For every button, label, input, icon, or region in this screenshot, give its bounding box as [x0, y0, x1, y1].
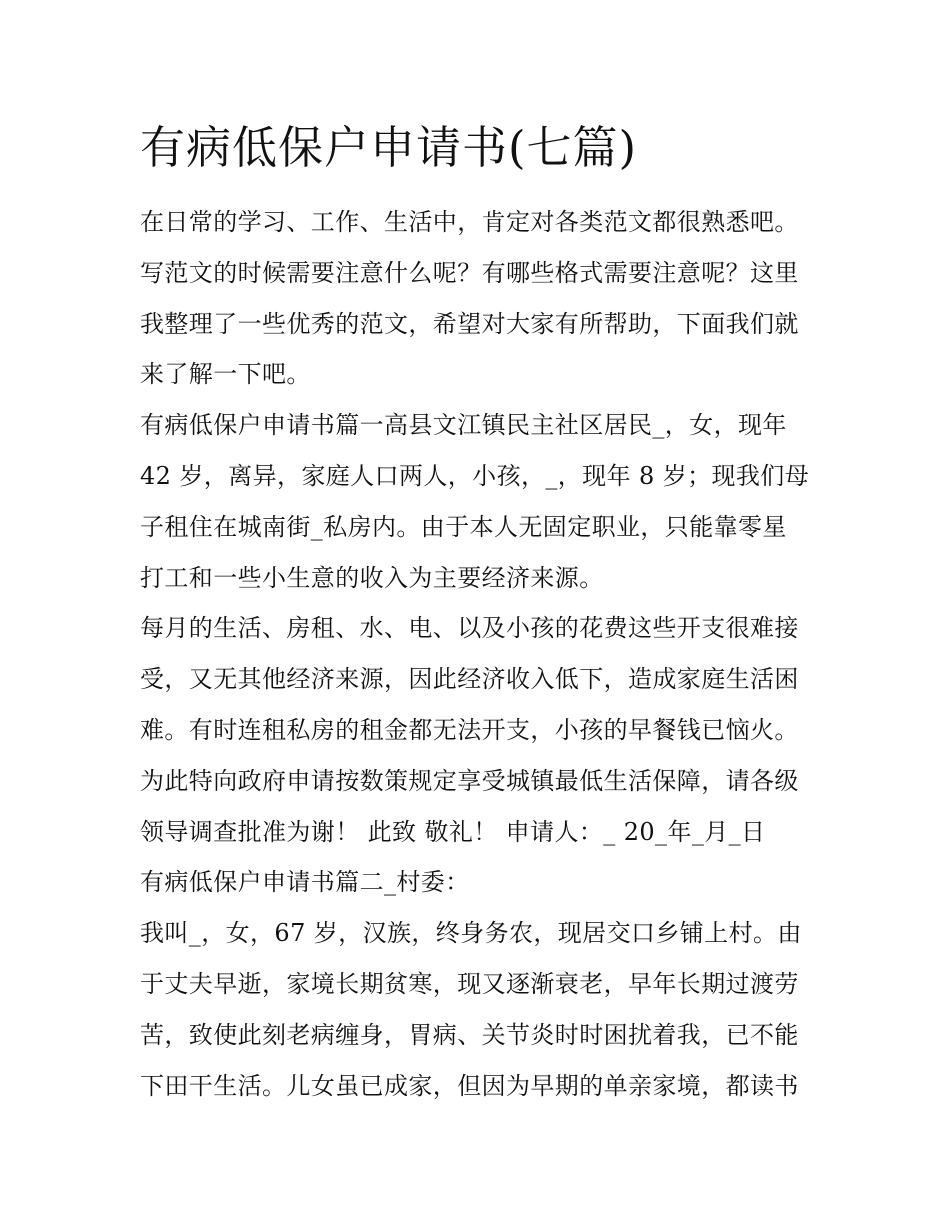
text-line: 42 岁，离异，家庭人口两人，小孩，_，现年 8 岁；现我们母 — [140, 461, 810, 490]
text-line: 苦，致使此刻老病缠身，胃病、关节炎时时困扰着我，已不能 — [140, 1020, 799, 1049]
text-line: 下田干生活。儿女虽已成家，但因为早期的单亲家境，都读书 — [140, 1071, 799, 1100]
text-line: 于丈夫早逝，家境长期贫寒，现又逐渐衰老，早年长期过渡劳 — [140, 969, 799, 998]
text-line: 难。有时连租私房的租金都无法开支，小孩的早餐钱已恼火。 — [140, 715, 799, 744]
text-line: 每月的生活、房租、水、电、以及小孩的花费这些开支很难接 — [140, 614, 799, 643]
text-line: 子租住在城南街_私房内。由于本人无固定职业，只能靠零星 — [140, 512, 787, 541]
text-line: 领导调查批准为谢！ 此致 敬礼！ 申请人：_ 20_年_月_日 — [140, 817, 766, 846]
text-line: 受，又无其他经济来源，因此经济收入低下，造成家庭生活困 — [140, 665, 799, 694]
text-line: 来了解一下吧。 — [140, 360, 311, 389]
text-line: 在日常的学习、工作、生活中，肯定对各类范文都很熟悉吧。 — [140, 208, 799, 236]
text-line: 打工和一些小生意的收入为主要经济来源。 — [140, 563, 604, 592]
text-line: 写范文的时候需要注意什么呢？有哪些格式需要注意呢？这里 — [140, 258, 799, 287]
document-body — [140, 197, 820, 1111]
text-line: 为此特向政府申请按数策规定享受城镇最低生活保障，请各级 — [140, 766, 799, 795]
text-line: 有病低保户申请书篇二_村委： — [140, 868, 470, 897]
text-line: 我整理了一些优秀的范文，希望对大家有所帮助，下面我们就 — [140, 309, 799, 338]
text-line: 有病低保户申请书篇一高县文江镇民主社区居民_，女，现年 — [140, 411, 787, 440]
document-title: 有病低保户申请书(七篇) — [140, 121, 638, 174]
text-line: 我叫_，女，67 岁，汉族，终身务农，现居交口乡铺上村。由 — [140, 919, 802, 948]
